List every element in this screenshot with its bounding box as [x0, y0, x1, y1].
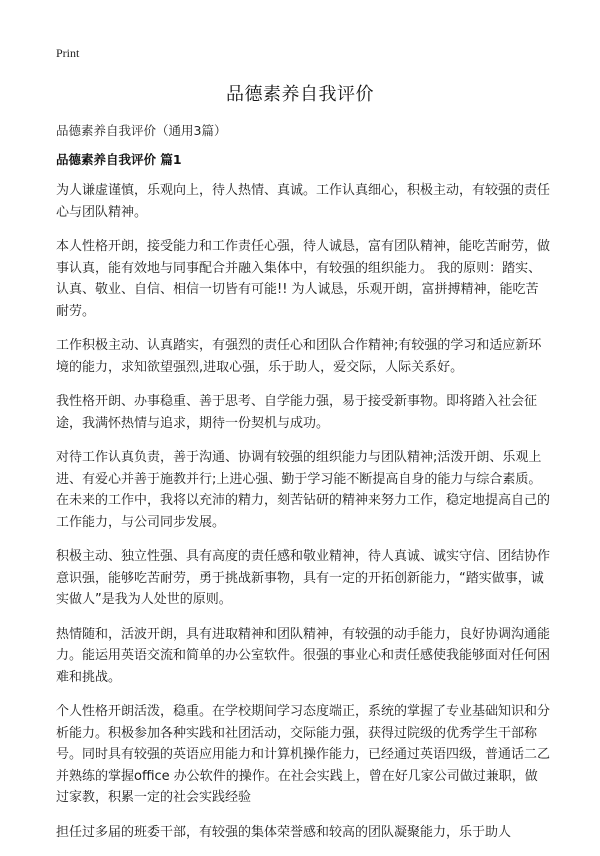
document-subtitle: 品德素养自我评价（通用3篇） [56, 123, 227, 138]
paragraph: 个人性格开朗活泼，稳重。在学校期间学习态度端正，系统的掌握了专业基础知识和分析能力。积极参加各种实践和社团活动，交际能力强，获得过院级的优秀学生干部称号。同时具有较强的英语应用能力和计算机操作能力，已经通过英语四级，普通话二乙并熟练的掌握office 办公软件的操作。在社会实践上，曾在好几家公司做过兼职，做过家教，积累一定的社会实践经验 [56, 704, 551, 805]
paragraph: 对待工作认真负责，善于沟通、协调有较强的组织能力与团队精神;活泼开朗、乐观上进、有爱心并善于施教并行;上进心强、勤于学习能不断提高自身的能力与综合素质。在未来的工作中，我将以充沛的精力，刻苦钻研的精神来努力工作，稳定地提高自己的工作能力，与公司同步发展。 [56, 450, 551, 530]
print-link[interactable]: Print [56, 46, 80, 60]
paragraph: 我性格开朗、办事稳重、善于思考、自学能力强，易于接受新事物。即将踏入社会征途，我满怀热情与追求，期待一份契机与成功。 [56, 394, 538, 431]
paragraph: 为人谦虚谨慎，乐观向上，待人热情、真诚。工作认真细心，积极主动，有较强的责任心与团队精神。 [56, 183, 551, 220]
paragraph: 热情随和，活波开朗，具有进取精神和团队精神，有较强的动手能力，良好协调沟通能力。能运用英语交流和简单的办公室软件。很强的事业心和责任感使我能够面对任何困难和挑战。 [56, 626, 551, 685]
section-heading: 品德素养自我评价 篇1 [56, 152, 182, 167]
document-title: 品德素养自我评价 [226, 84, 374, 105]
paragraph: 工作积极主动、认真踏实，有强烈的责任心和团队合作精神;有较强的学习和适应新环境的能力，求知欲望强烈,进取心强，乐于助人，爱交际，人际关系好。 [56, 338, 542, 375]
paragraph: 担任过多届的班委干部，有较强的集体荣誉感和较高的团队凝聚能力，乐于助人 [56, 824, 512, 840]
paragraph: 本人性格开朗，接受能力和工作责任心强，待人诚恳，富有团队精神，能吃苦耐劳，做事认真，能有效地与同事配合并融入集体中，有较强的组织能力。 我的原则：踏实、认真、敬业、自信、相信一切皆有可能!! 为人诚恳，乐观开朗，富拼搏精神，能吃苦耐劳。 [56, 239, 551, 319]
paragraph: 积极主动、独立性强、具有高度的责任感和敬业精神，待人真诚、诚实守信、团结协作意识强，能够吃苦耐劳，勇于挑战新事物，具有一定的开拓创新能力，“踏实做事，诚实做人”是我为人处世的原则。 [56, 549, 551, 607]
document-body [56, 180, 550, 856]
